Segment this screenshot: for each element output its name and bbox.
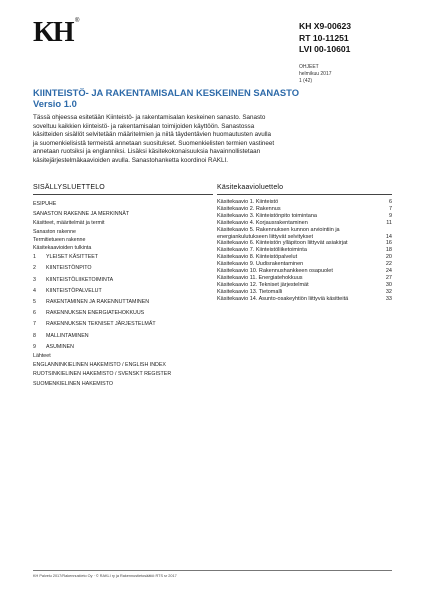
- diagram-item-label: Käsitekaavio 4. Korjausrakentaminen: [217, 219, 308, 226]
- intro-line: käsitteiden sisällöt selvitetään määritelmien ja niitä täydentävien huomautusten avulla: [33, 131, 272, 138]
- toc-item-label: SANASTON RAKENNE JA MERKINNÄT: [33, 210, 130, 217]
- toc-item-label: Lähteet: [33, 353, 51, 360]
- toc-item-number: 3: [33, 276, 36, 283]
- intro-line: soveltuu kaikkien kiinteistö- ja rakentamisalan toimijoiden käyttöön. Sanastossa: [33, 122, 255, 130]
- toc-item-label: Termitietueen rakenne: [33, 236, 86, 243]
- toc-item: [33, 236, 213, 244]
- diagram-item-label: Käsitekaavio 9. Uudisrakentaminen: [217, 261, 304, 268]
- intro-line: Tässä ohjeessa esitetään Kiinteistö- ja rakentamisalan keskeinen sanasto. Sanasto: [33, 114, 266, 121]
- toc-item-number: 8: [33, 332, 36, 339]
- diagram-item-label: Käsitekaavio 6. Kiinteistön ylläpitoon liittyvät asiakirjat: [217, 240, 348, 247]
- toc-item: [33, 361, 213, 371]
- diagram-item-page: 32: [385, 288, 392, 295]
- registered-mark: ®: [75, 18, 80, 24]
- diagram-item-page: 24: [385, 268, 392, 275]
- toc-item: [33, 275, 213, 286]
- diagram-item-page: 16: [385, 240, 392, 247]
- diagram-item-label: Käsitekaavio 10. Rakennushankkeen osapuolet: [217, 268, 333, 275]
- meta-date: helmikuu 2017: [299, 71, 332, 77]
- contents-divider: [33, 194, 213, 195]
- toc-item-label: KIINTEISTÖNPITO: [46, 265, 92, 272]
- diagram-item: [217, 206, 392, 213]
- diagram-item: [217, 213, 392, 220]
- diagram-list-section: [217, 183, 392, 303]
- toc-item: [33, 370, 213, 380]
- toc-item: [33, 210, 213, 220]
- diagram-item-page: 9: [388, 212, 392, 219]
- diagram-item-label: Käsitekaavio 8. Kiinteistöpalvelut: [217, 254, 298, 261]
- intro-line: ja suomenkielisistä termeistä annetaan suositukset. Suomenkielisten termien vastineet: [33, 139, 275, 147]
- toc-item-label: Sanaston rakenne: [33, 228, 76, 235]
- diagram-item-page: 7: [388, 205, 392, 212]
- toc-item-label: RAKENNUKSEN ENERGIATEHOKKUUS: [46, 310, 145, 317]
- toc-item-label: KIINTEISTÖLIIKETOIMINTA: [46, 276, 114, 283]
- diagram-item: [217, 275, 392, 282]
- toc-item-number: 4: [33, 287, 36, 294]
- intro-paragraph: [33, 114, 283, 165]
- document-title: KIINTEISTÖ- JA RAKENTAMISALAN KESKEINEN SANASTO: [33, 87, 299, 98]
- toc-item-label: ESIPUHE: [33, 201, 57, 207]
- diagram-item: [217, 268, 392, 275]
- intro-line: käsitejärjestelmäkaavioiden avulla. Sanastohanketta koordinoi RAKLI.: [33, 156, 228, 164]
- footer-divider: [33, 570, 392, 571]
- diagram-item: [217, 220, 392, 227]
- toc-item: [33, 342, 213, 353]
- toc-item: [33, 244, 213, 252]
- diagram-item-page: 27: [385, 274, 392, 281]
- diagram-item-label: Käsitekaavio 5. Rakennuksen kunnon arviointiin ja: [217, 226, 340, 233]
- contents-list: [33, 200, 213, 390]
- toc-item-number: 2: [33, 265, 36, 272]
- diagram-item: [217, 234, 392, 241]
- intro-line: annetaan ruotsiksi ja englanniksi. Lisäksi käsitekokonaisuuksia havainnollistetaan: [33, 148, 261, 155]
- diagram-item-label: energiankulutukseen liittyvät selvitykset: [217, 233, 313, 240]
- diagram-item-label: Käsitekaavio 13. Tietomalli: [217, 288, 283, 295]
- toc-item-label: RAKENTAMINEN JA RAKENNUTTAMINEN: [46, 299, 150, 306]
- diagram-item: [217, 282, 392, 289]
- diagram-list: [217, 199, 392, 303]
- toc-item-number: 5: [33, 299, 36, 306]
- diagram-item-label: Käsitekaavio 7. Kiinteistöliiketoiminta: [217, 247, 307, 254]
- code-kh: KH X9-00623: [299, 21, 352, 31]
- toc-item: [33, 263, 213, 274]
- diagram-item: [217, 240, 392, 247]
- diagram-item-page: 30: [385, 281, 392, 288]
- diagram-item-page: 33: [385, 295, 392, 302]
- toc-item: [33, 252, 213, 263]
- code-rt: RT 10-11251: [299, 32, 349, 43]
- toc-item: [33, 286, 213, 297]
- toc-item: [33, 297, 213, 308]
- toc-item-label: RUOTSINKIELINEN HAKEMISTO / SVENSKT REGISTER: [33, 371, 172, 378]
- diagram-item: [217, 227, 392, 234]
- diagram-item-label: Käsitekaavio 12. Tekniset järjestelmät: [217, 281, 309, 288]
- diagram-item-page: 20: [385, 254, 392, 261]
- document-version: Versio 1.0: [33, 98, 77, 109]
- toc-item: [33, 219, 213, 227]
- diagram-item-page: 6: [388, 199, 392, 205]
- diagrams-divider: [217, 194, 392, 195]
- toc-item-label: SUOMENKIELINEN HAKEMISTO: [33, 381, 113, 388]
- toc-item-label: RAKENNUKSEN TEKNISET JÄRJESTELMÄT: [46, 321, 156, 328]
- kh-logo: KH: [33, 17, 73, 48]
- diagram-item: [217, 289, 392, 296]
- toc-item: [33, 353, 213, 361]
- toc-item-label: ENGLANNINKIELINEN HAKEMISTO / ENGLISH INDEX: [33, 361, 166, 368]
- toc-item-number: 7: [33, 321, 36, 328]
- diagram-item-page: 11: [386, 219, 392, 226]
- diagram-item-label: Käsitekaavio 11. Energiatehokkuus: [217, 274, 303, 281]
- toc-item-label: Käsitteet, määritelmät ja termit: [33, 220, 105, 227]
- diagram-item: [217, 296, 392, 303]
- diagram-item: [217, 199, 392, 206]
- toc-item-label: YLEISET KÄSITTEET: [46, 254, 99, 261]
- diagrams-heading: Käsitekaavioluettelo: [217, 184, 284, 191]
- code-lvi: LVI 00-10601: [299, 44, 351, 55]
- diagram-item: [217, 261, 392, 268]
- footer-text: KH Palvelu 2017/Rakennustieto Oy · © RAKLI ry ja Rakennustietosäätiö RTS sr 2017: [33, 574, 177, 578]
- document-codes: [299, 21, 409, 56]
- document-meta: [299, 64, 409, 85]
- toc-item: [33, 331, 213, 342]
- toc-item-number: 9: [33, 343, 36, 350]
- meta-type: OHJEET: [299, 64, 319, 70]
- toc-item: [33, 228, 213, 236]
- diagram-item-label: Käsitekaavio 1. Kiinteistö: [217, 199, 279, 205]
- toc-item: [33, 380, 213, 390]
- table-of-contents: [33, 183, 213, 390]
- diagram-item: [217, 254, 392, 261]
- toc-item-number: 6: [33, 310, 36, 317]
- contents-heading: SISÄLLYSLUETTELO: [33, 184, 105, 191]
- diagram-item-page: 22: [385, 261, 392, 268]
- toc-item-label: ASUMINEN: [46, 343, 74, 350]
- diagram-item-page: 18: [385, 247, 392, 254]
- diagram-item: [217, 247, 392, 254]
- toc-item-label: KIINTEISTÖPALVELUT: [46, 287, 102, 294]
- toc-item-label: MALLINTAMINEN: [46, 332, 89, 339]
- toc-item-label: Käsitekaavioiden tulkinta: [33, 245, 92, 252]
- diagram-item-label: Käsitekaavio 2. Rakennus: [217, 205, 281, 212]
- meta-pages: 1 (42): [299, 78, 313, 84]
- toc-item: [33, 319, 213, 330]
- toc-item: [33, 200, 213, 210]
- toc-item-number: 1: [33, 254, 36, 261]
- diagram-item-label: Käsitekaavio 3. Kiinteistönpito toimintana: [217, 212, 317, 219]
- diagram-item-page: 14: [385, 233, 392, 240]
- toc-item: [33, 308, 213, 319]
- diagram-item-label: Käsitekaavio 14. Asunto-osakeyhtiön liittyviä käsitteitä: [217, 295, 349, 302]
